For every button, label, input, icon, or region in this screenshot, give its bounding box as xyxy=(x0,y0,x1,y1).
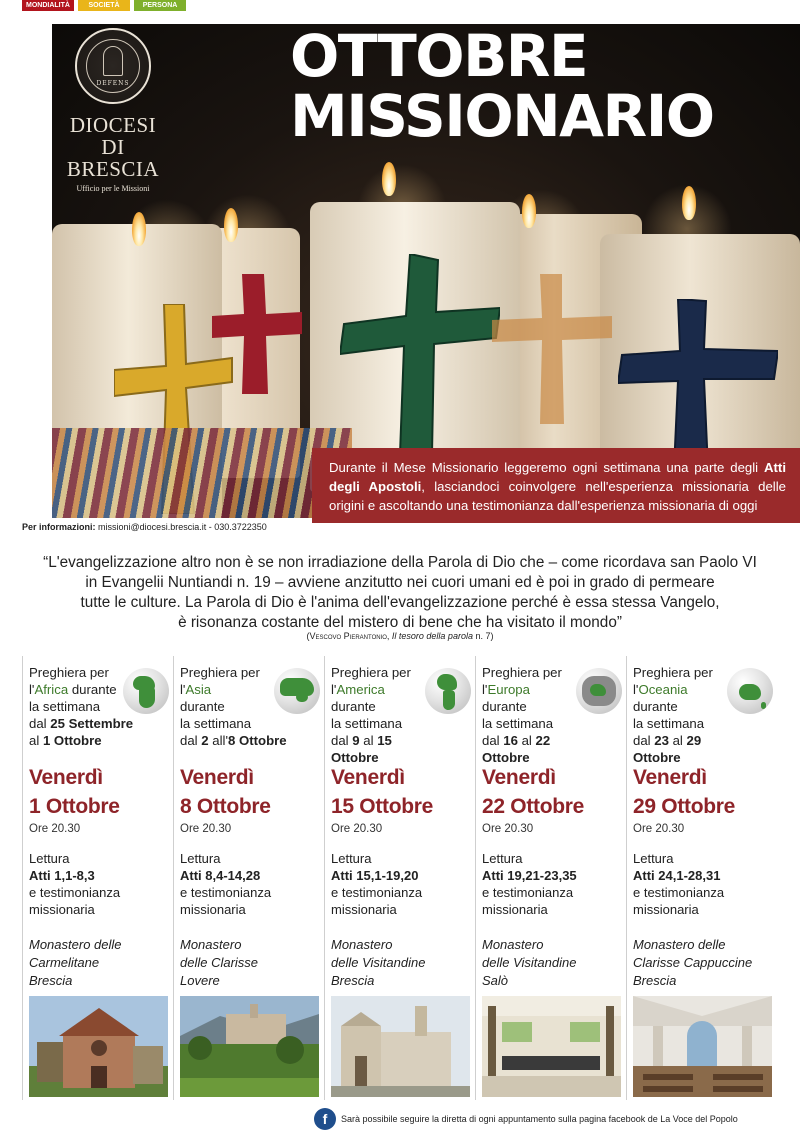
reading-passage: Atti 1,1-8,3 xyxy=(29,868,95,883)
prayer-week: la settimana xyxy=(633,716,705,731)
event-day-date: 15 Ottobre xyxy=(331,795,434,818)
quote-line: è risonanza costante del mistero di bene che ha visitato il mondo” xyxy=(178,614,622,631)
event-date xyxy=(180,763,271,821)
tag-mondialita: MONDIALITÀ xyxy=(22,0,74,11)
range-from-pre: dal xyxy=(331,733,353,748)
testimony-line1: e testimonianza xyxy=(331,885,423,900)
contact-label: Per informazioni: xyxy=(22,522,96,532)
range-to: 29 Ottobre xyxy=(633,733,702,765)
week-column-africa xyxy=(22,656,173,1100)
event-time: Ore 20.30 xyxy=(29,823,81,835)
prayer-week: la settimana xyxy=(29,699,101,714)
facebook-note: Sarà possibile seguire la diretta di ogni appuntamento sulla pagina facebook de La Voce del Popolo xyxy=(341,1114,738,1124)
testimony-line2: missionaria xyxy=(180,902,246,917)
prayer-week: la settimana xyxy=(180,716,252,731)
event-reading xyxy=(633,850,724,918)
range-to-pre: al xyxy=(29,733,43,748)
reading-passage: Atti 8,4-14,28 xyxy=(180,868,261,883)
visitandine-salo-photo xyxy=(482,996,621,1097)
testimony-line2: missionaria xyxy=(482,902,548,917)
place-line2: delle Visitandine xyxy=(482,955,577,970)
place-line3: Brescia xyxy=(633,973,677,988)
event-day-date: 29 Ottobre xyxy=(633,795,736,818)
range-from-pre: dal xyxy=(29,716,51,731)
range-to-pre: al xyxy=(668,733,687,748)
event-time: Ore 20.30 xyxy=(633,823,685,835)
testimony-line2: missionaria xyxy=(633,902,699,917)
carmelitane-church-photo xyxy=(29,996,168,1097)
place-line2: delle Visitandine xyxy=(331,955,426,970)
range-to: 8 Ottobre xyxy=(228,733,287,748)
prayer-article: l' xyxy=(482,682,488,697)
reading-label: Lettura xyxy=(180,851,221,866)
place-line1: Monastero xyxy=(482,937,544,952)
event-place xyxy=(331,936,425,990)
range-from-pre: dal xyxy=(633,733,655,748)
testimony-line2: missionaria xyxy=(331,902,397,917)
place-line3: Lovere xyxy=(180,973,220,988)
event-day: Venerdì xyxy=(633,766,707,789)
range-to: 1 Ottobre xyxy=(42,733,102,748)
diocese-name xyxy=(58,114,168,180)
prayer-intro xyxy=(331,664,439,766)
place-line3: Brescia xyxy=(331,973,375,988)
event-date xyxy=(482,763,584,821)
prayer-week: la settimana xyxy=(331,716,403,731)
prayer-prefix: Preghiera per xyxy=(482,665,562,680)
orange-cross-icon xyxy=(492,274,612,424)
prayer-intro xyxy=(180,664,288,749)
prayer-during: durante xyxy=(482,699,527,714)
continent-name: America xyxy=(336,682,385,697)
red-cross-icon xyxy=(212,274,302,394)
tag-persona: PERSONA xyxy=(134,0,186,11)
title-line2: MISSIONARIO xyxy=(290,82,714,150)
range-from-pre: dal xyxy=(180,733,202,748)
place-line1: Monastero delle xyxy=(633,937,726,952)
title-line1: OTTOBRE xyxy=(290,22,588,90)
visitandine-brescia-photo xyxy=(331,996,470,1097)
reading-passage: Atti 24,1-28,31 xyxy=(633,868,721,883)
prayer-prefix: Preghiera per xyxy=(180,665,260,680)
testimony-line1: e testimonianza xyxy=(633,885,725,900)
event-day: Venerdì xyxy=(331,766,405,789)
office-name: Ufficio per le Missioni xyxy=(76,184,150,193)
reading-passage: Atti 15,1-19,20 xyxy=(331,868,419,883)
america-globe-icon xyxy=(425,668,471,714)
event-time: Ore 20.30 xyxy=(331,823,383,835)
place-line3: Salò xyxy=(482,973,509,988)
event-date xyxy=(331,763,433,821)
prayer-during: durante xyxy=(331,699,376,714)
range-to-pre: all' xyxy=(208,733,228,748)
prayer-after: durante xyxy=(68,682,117,697)
quote-ref: n. 7) xyxy=(472,631,494,641)
place-line1: Monastero xyxy=(331,937,393,952)
africa-globe-icon xyxy=(123,668,169,714)
week-column-europa xyxy=(475,656,626,1100)
prayer-intro xyxy=(633,664,741,766)
event-place xyxy=(29,936,122,990)
intro-text-bold: Atti degli Apostoli xyxy=(329,460,786,494)
europa-globe-icon xyxy=(576,668,622,714)
prayer-article: l' xyxy=(180,682,186,697)
event-day-date: 1 Ottobre xyxy=(29,795,120,818)
range-from: 9 xyxy=(352,733,360,748)
clarisse-lovere-photo xyxy=(180,996,319,1097)
place-line2: delle Clarisse xyxy=(180,955,259,970)
range-from: 2 xyxy=(201,733,209,748)
intro-box xyxy=(312,448,800,523)
place-line1: Monastero xyxy=(180,937,242,952)
continent-name: Europa xyxy=(487,682,530,697)
week-column-asia xyxy=(173,656,324,1100)
event-day: Venerdì xyxy=(482,766,556,789)
prayer-prefix: Preghiera per xyxy=(29,665,109,680)
quote-line: “L'evangelizzazione altro non è se non irradiazione della Parola di Dio che – come ricordava san Paolo VI xyxy=(43,554,757,571)
diocese-seal-icon: DEFENS xyxy=(75,28,151,104)
event-day-date: 22 Ottobre xyxy=(482,795,585,818)
event-day: Venerdì xyxy=(180,766,254,789)
contact-value[interactable]: missioni@diocesi.brescia.it - 030.3722350 xyxy=(98,522,267,532)
asia-globe-icon xyxy=(274,668,320,714)
place-line2: Clarisse Cappuccine xyxy=(633,955,753,970)
prayer-intro xyxy=(482,664,590,766)
contact-info xyxy=(22,522,267,532)
place-line2: Carmelitane xyxy=(29,955,100,970)
prayer-prefix: Preghiera per xyxy=(331,665,411,680)
green-cross-icon xyxy=(340,254,500,454)
quote xyxy=(0,553,800,633)
range-to: 15 Ottobre xyxy=(331,733,392,765)
diocese-logo xyxy=(58,28,168,193)
diocese-name-line2: BRESCIA xyxy=(66,157,160,181)
intro-text-start: Durante il Mese Missionario leggeremo ogni settimana una parte degli xyxy=(329,460,765,475)
place-line1: Monastero delle xyxy=(29,937,122,952)
event-time: Ore 20.30 xyxy=(180,823,232,835)
testimony-line1: e testimonianza xyxy=(29,885,121,900)
range-to: 22 Ottobre xyxy=(482,733,551,765)
week-column-oceania xyxy=(626,656,777,1100)
prayer-intro xyxy=(29,664,137,749)
event-reading xyxy=(180,850,271,918)
blue-cross-icon xyxy=(618,299,778,469)
reading-label: Lettura xyxy=(29,851,70,866)
schedule-columns xyxy=(22,656,800,1100)
testimony-line1: e testimonianza xyxy=(482,885,574,900)
facebook-icon[interactable]: f xyxy=(314,1108,336,1130)
week-column-america xyxy=(324,656,475,1100)
category-tags xyxy=(22,0,186,11)
clarisse-cappuccine-photo xyxy=(633,996,772,1097)
reading-label: Lettura xyxy=(633,851,674,866)
range-from-pre: dal xyxy=(482,733,504,748)
event-reading xyxy=(331,850,422,918)
prayer-week: la settimana xyxy=(482,716,554,731)
quote-line: in Evangelii Nuntiandi n. 19 – avviene anzitutto nei cuori umani ed è poi in grado di permeare xyxy=(85,574,715,591)
prayer-prefix: Preghiera per xyxy=(633,665,713,680)
range-from: 25 Settembre xyxy=(50,716,134,731)
event-place xyxy=(180,936,258,990)
reading-label: Lettura xyxy=(482,851,523,866)
prayer-article: l' xyxy=(331,682,337,697)
range-to-pre: al xyxy=(359,733,378,748)
continent-name: Asia xyxy=(185,682,212,697)
event-date xyxy=(633,763,735,821)
event-reading xyxy=(29,850,120,918)
intro-text-end: , lasciandoci coinvolgere nell'esperienza missionaria delle origini e ascoltando una testimonianza dall'esperienza missionaria di oggi xyxy=(329,479,786,513)
woven-cloth xyxy=(52,428,352,518)
continent-name: Africa xyxy=(34,682,69,697)
testimony-line1: e testimonianza xyxy=(180,885,272,900)
prayer-during: durante xyxy=(180,699,225,714)
prayer-during: durante xyxy=(633,699,678,714)
range-from: 16 xyxy=(503,733,518,748)
prayer-article: l' xyxy=(29,682,35,697)
tag-societa: SOCIETÀ xyxy=(78,0,130,11)
range-to-pre: al xyxy=(517,733,536,748)
reading-passage: Atti 19,21-23,35 xyxy=(482,868,577,883)
quote-author: (Vescovo Pierantonio, xyxy=(306,631,392,641)
event-time: Ore 20.30 xyxy=(482,823,534,835)
quote-work: Il tesoro della parola xyxy=(391,631,473,641)
event-place xyxy=(482,936,576,990)
diocese-name-line1: DIOCESI DI xyxy=(69,113,157,159)
place-line3: Brescia xyxy=(29,973,73,988)
prayer-article: l' xyxy=(633,682,639,697)
range-from: 23 xyxy=(654,733,669,748)
oceania-globe-icon xyxy=(727,668,773,714)
testimony-line2: missionaria xyxy=(29,902,95,917)
event-date xyxy=(29,763,120,821)
reading-label: Lettura xyxy=(331,851,372,866)
continent-name: Oceania xyxy=(638,682,688,697)
quote-line: tutte le culture. La Parola di Dio è l'anima dell'evangelizzazione perché è essa stessa Vangelo, xyxy=(80,594,720,611)
quote-source xyxy=(0,631,800,641)
event-place xyxy=(633,936,752,990)
event-reading xyxy=(482,850,577,918)
page-title xyxy=(290,22,714,150)
event-day: Venerdì xyxy=(29,766,103,789)
event-day-date: 8 Ottobre xyxy=(180,795,271,818)
